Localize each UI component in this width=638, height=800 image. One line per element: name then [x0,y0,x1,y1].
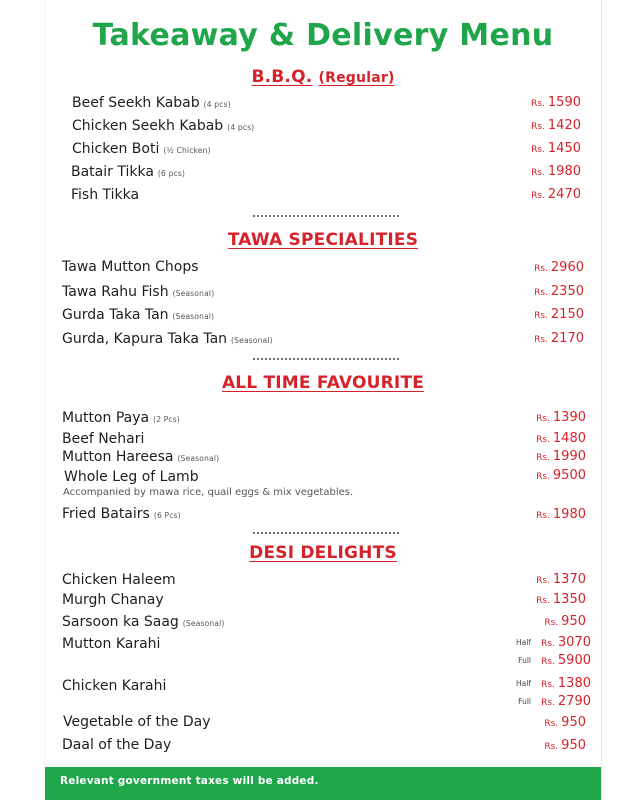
item-name-text: Tawa Rahu Fish [62,284,169,300]
menu-item-name [62,504,181,524]
currency-label: Rs. [531,168,545,178]
currency-label: Rs. [536,435,550,445]
currency-label: Rs. [534,264,548,274]
currency-label: Rs. [534,335,548,345]
favourite-heading-text: ALL TIME FAVOURITE [221,373,425,393]
item-note: (½ Chicken) [163,146,211,155]
item-name-text: Beef Seekh Kabab [72,95,200,111]
item-name-text: Chicken Boti [72,141,160,157]
section-heading-bbq [45,67,601,87]
menu-title: Takeaway & Delivery Menu [92,18,554,53]
item-name-text: Mutton Hareesa [62,449,174,465]
menu-item-name [62,329,273,349]
item-name-text: Daal of the Day [62,737,172,753]
item-note: (4 pcs) [227,123,255,132]
dotted-divider [253,358,399,360]
currency-label: Rs. [536,414,550,424]
menu-item-price [466,590,586,610]
item-note: (4 pcs) [203,100,231,109]
price-value: 1380 [557,676,591,691]
menu-item-price [461,93,581,113]
item-name-text: Whole Leg of Lamb [64,469,199,485]
bbq-heading-text: B.B.Q. [251,67,313,87]
menu-item-name [62,257,199,277]
size-label-half: Half [516,679,531,688]
price-value: 1420 [547,118,581,133]
menu-item-price [466,713,586,733]
currency-label: Rs. [531,145,545,155]
menu-item-price-half [471,674,591,694]
menu-item-name [72,93,231,113]
price-value: 2150 [550,307,584,322]
item-note: (Seasonal) [231,336,273,345]
menu-item-price-full [471,692,591,712]
menu-item-price [466,570,586,590]
currency-label: Rs. [544,719,559,729]
item-name-text: Vegetable of the Day [63,714,211,730]
currency-label: Rs. [536,453,550,463]
dotted-divider [253,215,399,217]
currency-label: Rs. [541,698,555,708]
menu-item-price [461,139,581,159]
price-value: 950 [561,614,586,629]
item-note: (6 pcs) [157,169,186,178]
price-value: 950 [561,715,586,730]
desi-heading-text: DESI DELIGHTS [249,543,397,563]
menu-item-name [62,429,144,449]
menu-item-name [62,282,214,302]
menu-item-name [62,634,160,654]
currency-label: Rs. [536,511,550,521]
dotted-divider [253,532,399,534]
size-label-full: Full [518,697,531,706]
currency-label: Rs. [544,742,559,752]
currency-label: Rs. [536,576,550,586]
item-name-text: Fried Batairs [62,506,150,522]
menu-item-price [461,162,581,182]
item-name-text: Sarsoon ka Saag [62,614,179,630]
price-value: 1350 [552,592,586,607]
item-note: (Seasonal) [172,312,215,321]
price-value: 1590 [547,95,581,110]
menu-item-price [466,612,586,632]
price-value: 1980 [547,164,581,179]
menu-item-price-full [471,651,591,671]
item-name-text: Murgh Chanay [62,592,164,608]
size-label-full: Full [518,656,531,665]
item-note: (Seasonal) [182,619,225,628]
menu-item-price [461,185,581,205]
currency-label: Rs. [541,639,555,649]
currency-label: Rs. [536,596,550,606]
menu-item-price [461,116,581,136]
price-value: 1370 [552,572,586,587]
menu-item-price [466,447,586,467]
item-name-text: Chicken Haleem [62,572,176,588]
item-note: (Seasonal) [172,289,215,298]
section-heading-favourite [45,373,601,393]
currency-label: Rs. [531,191,545,201]
item-name-text: Gurda Taka Tan [62,307,169,323]
currency-label: Rs. [541,680,555,690]
price-value: 1480 [552,431,586,446]
price-value: 1450 [547,141,581,156]
menu-item-name [71,185,139,205]
menu-page [44,0,602,800]
currency-label: Rs. [544,618,559,628]
price-value: 2350 [550,284,584,299]
currency-label: Rs. [536,472,550,482]
item-name-text: Mutton Paya [62,410,150,426]
menu-item-price [466,736,586,756]
currency-label: Rs. [534,311,548,321]
menu-item-price [464,282,584,302]
size-label-half: Half [516,638,531,647]
tawa-heading-text: TAWA SPECIALITIES [227,230,419,250]
section-heading-desi [45,543,601,563]
price-value: 2790 [557,694,591,709]
currency-label: Rs. [541,657,555,667]
item-name-text: Fish Tikka [71,187,140,203]
price-value: 2960 [550,260,584,275]
currency-label: Rs. [531,122,545,132]
price-value: 9500 [552,468,586,483]
menu-item-name [62,570,176,590]
currency-label: Rs. [531,99,545,109]
menu-item-name [72,139,211,159]
price-value: 1390 [552,410,586,425]
price-value: 2170 [550,331,584,346]
menu-item-name [62,408,180,428]
item-name-text: Beef Nehari [62,431,145,447]
price-value: 950 [561,738,586,753]
footer-tax-note: Relevant government taxes will be added. [60,775,319,787]
menu-item-price [464,329,584,349]
price-value: 2470 [547,187,581,202]
menu-item-price [464,258,584,278]
menu-item-name [62,305,214,325]
menu-item-name [63,712,211,732]
item-note: (6 Pcs) [153,511,181,520]
item-name-text: Mutton Karahi [62,636,161,652]
menu-item-name [62,735,171,755]
menu-item-price [466,505,586,525]
menu-item-name [62,676,166,696]
menu-item-name [62,612,225,632]
menu-item-name [71,162,185,182]
item-name-text: Chicken Seekh Kabab [72,118,224,134]
menu-item-price [466,408,586,428]
item-note: (2 Pcs) [153,415,181,424]
item-description: Accompanied by mawa rice, quail eggs & mix vegetables. [63,487,354,498]
item-name-text: Tawa Mutton Chops [62,259,199,275]
menu-item-price [464,305,584,325]
item-note: (Seasonal) [177,454,220,463]
menu-item-name [64,467,199,487]
item-name-text: Batair Tikka [71,164,154,180]
price-value: 3070 [557,635,591,650]
menu-item-name [72,116,254,136]
item-name-text: Chicken Karahi [62,678,167,694]
price-value: 1980 [552,507,586,522]
menu-item-name [62,590,164,610]
bbq-subheading-text: (Regular) [318,70,395,86]
menu-item-price [466,429,586,449]
menu-item-price [466,466,586,486]
price-value: 1990 [552,449,586,464]
section-heading-tawa [45,230,601,250]
price-value: 5900 [557,653,591,668]
menu-item-name [62,447,219,467]
footer-bar [45,767,601,800]
menu-item-price-half [471,633,591,653]
item-name-text: Gurda, Kapura Taka Tan [62,331,228,347]
currency-label: Rs. [534,288,548,298]
